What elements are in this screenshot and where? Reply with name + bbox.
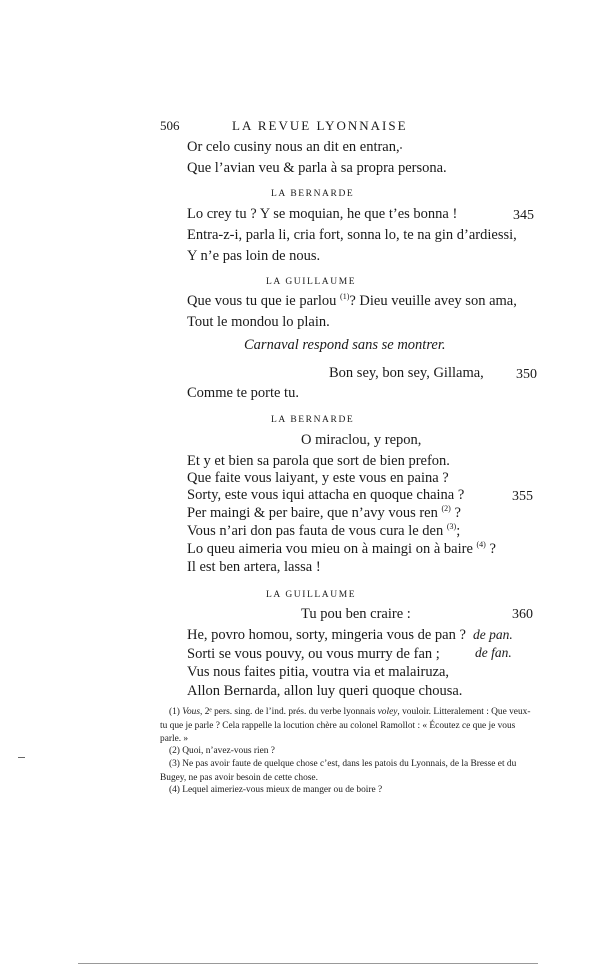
verse-line: Per maingi & per baire, que n’avy vous ren $^{(2)}$ ? bbox=[187, 504, 461, 521]
verse-line: Allon Bernarda, allon luy queri quoque chousa. bbox=[187, 683, 463, 699]
scan-mark bbox=[18, 757, 25, 758]
footnote-ref: (4) bbox=[476, 540, 486, 550]
verse-line: Que l’avian veu & parla à sa propra persona. bbox=[187, 160, 447, 176]
verse-line: Entra-z-i, parla li, cria fort, sonna lo, te na gin d’ardiessi, bbox=[187, 227, 517, 243]
verse-line: Que vous tu que ie parlou $^{(1)}$? Dieu veuille avey son ama, bbox=[187, 292, 517, 309]
verse-line: Sorty, este vous iqui attacha en quoque chaina ? bbox=[187, 487, 465, 503]
verse-line: Que faite vous laiyant, y este vous en paina ? bbox=[187, 470, 449, 486]
margin-gloss: de pan. bbox=[473, 627, 513, 642]
verse-line: Tout le mondou lo plain. bbox=[187, 314, 330, 330]
verse-line: He, povro homou, sorty, mingeria vous de pan ? bbox=[187, 627, 466, 643]
footnote-ref: (1) bbox=[340, 292, 350, 302]
speaker-name: LA GUILLAUME bbox=[266, 277, 357, 287]
verse-line: Bon sey, bon sey, Gillama, bbox=[329, 365, 484, 381]
verse-line: Lo queu aimeria vou mieu on à maingi on à baire $^{(4)}$ ? bbox=[187, 540, 496, 557]
page-bottom-rule bbox=[78, 963, 538, 964]
footnote-ref: (2) bbox=[441, 504, 451, 514]
line-number: 350 bbox=[516, 367, 537, 382]
verse-line: Il est ben artera, lassa ! bbox=[187, 559, 321, 575]
running-title: LA REVUE LYONNAISE bbox=[232, 118, 408, 133]
verse-line: Et y et bien sa parola que sort de bien prefon. bbox=[187, 453, 450, 469]
verse-line: Vous n’ari don pas fauta de vous cura le den $^{(3)}$; bbox=[187, 522, 461, 539]
footnote-1: (1) Vous, 2ᵉ pers. sing. de l’ind. prés. du verbe lyonnais voley, vouloir. Litteralement : Que veux-tu que je parle ? Cela rappelle la locution chère au colonel Ramollot : « Écoutez ce que je vous parle. » bbox=[160, 707, 531, 744]
margin-gloss: de fan. bbox=[475, 645, 512, 660]
verse-line: Tu pou ben craire : bbox=[301, 606, 411, 622]
verse-line: Lo crey tu ? Y se moquian, he que t’es bonna ! bbox=[187, 206, 458, 222]
line-number: 360 bbox=[512, 607, 533, 622]
verse-line: Y n’e pas loin de nous. bbox=[187, 248, 321, 264]
speaker-name: LA BERNARDE bbox=[271, 189, 355, 199]
stage-direction: Carnaval respond sans se montrer. bbox=[244, 337, 446, 353]
footnote-4: (4) Lequel aimeriez-vous mieux de manger ou de boire ? bbox=[169, 785, 383, 795]
speaker-name: LA GUILLAUME bbox=[266, 590, 357, 600]
verse-line: Or celo cusiny nous an dit en entran, bbox=[187, 139, 400, 155]
footnote-ref: (3) bbox=[446, 522, 457, 532]
speaker-name: LA BERNARDE bbox=[271, 415, 355, 425]
verse-line: Sorti se vous pouvy, ou vous murry de fan ; bbox=[187, 646, 440, 662]
page-number: 506 bbox=[160, 118, 180, 133]
verse-line: Comme te porte tu. bbox=[187, 385, 299, 401]
verse-line: O miraclou, y repon, bbox=[301, 432, 422, 448]
verse-line: Vus nous faites pitia, voutra via et malairuza, bbox=[187, 664, 450, 680]
line-number: 345 bbox=[513, 208, 534, 223]
line-number: 355 bbox=[512, 489, 533, 504]
footnote-3: (3) Ne pas avoir faute de quelque chose c’est, dans les patois du Lyonnais, de la Bresse et du Bugey, ne pas avoir besoin de cette chose. bbox=[160, 759, 517, 783]
scan-mark bbox=[400, 147, 402, 149]
footnote-2: (2) Quoi, n’avez-vous rien ? bbox=[169, 746, 275, 756]
